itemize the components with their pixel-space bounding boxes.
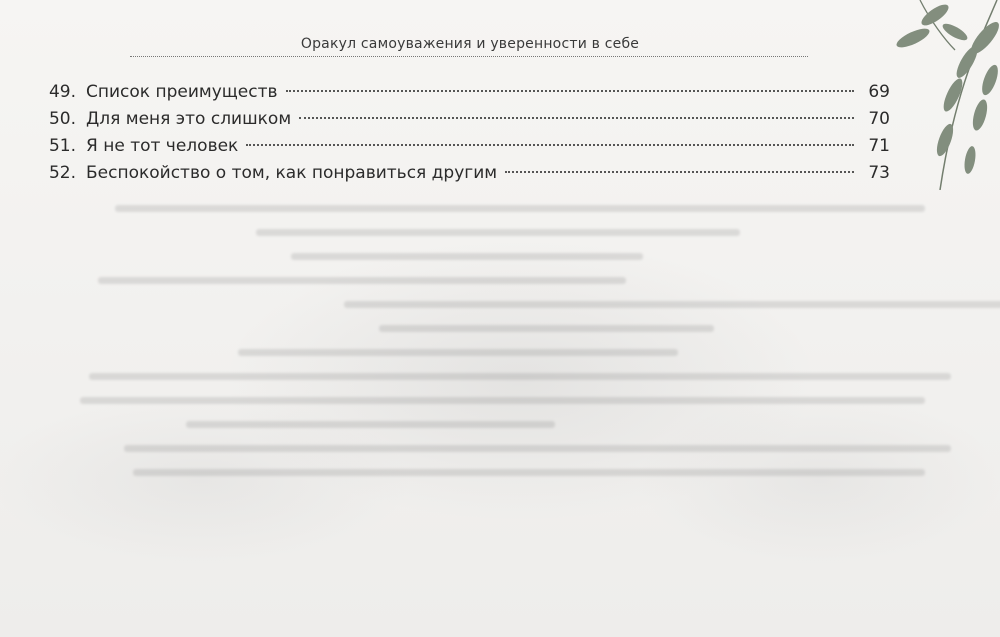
toc-entry-number: 49. <box>48 82 76 102</box>
toc-leader-dots <box>286 90 855 92</box>
bleed-through-text <box>80 205 960 535</box>
toc-entry-page: 70 <box>868 109 890 129</box>
toc-entry-number: 51. <box>48 136 76 156</box>
table-of-contents <box>40 82 890 190</box>
toc-entry-title: Беспокойство о том, как понравиться другим <box>86 163 498 183</box>
toc-entry-page: 69 <box>868 82 890 102</box>
toc-leader-dots <box>299 117 854 119</box>
toc-entry-number: 50. <box>48 109 76 129</box>
toc-leader-dots <box>505 171 854 173</box>
toc-leader-dots <box>246 144 854 146</box>
toc-entry-page: 71 <box>868 136 890 156</box>
toc-entry[interactable] <box>40 82 890 109</box>
header-divider <box>130 56 808 57</box>
toc-entry[interactable] <box>40 136 890 163</box>
leaf-branch-icon <box>885 0 1000 190</box>
toc-entry-title: Для меня это слишком <box>86 109 292 129</box>
toc-entry[interactable] <box>40 163 890 190</box>
toc-entry-number: 52. <box>48 163 76 183</box>
toc-entry-title: Я не тот человек <box>86 136 239 156</box>
toc-entry-page: 73 <box>868 163 890 183</box>
toc-entry[interactable] <box>40 109 890 136</box>
toc-entry-title: Список преимуществ <box>86 82 278 102</box>
page-header: Оракул самоуважения и уверенности в себе <box>300 36 640 52</box>
